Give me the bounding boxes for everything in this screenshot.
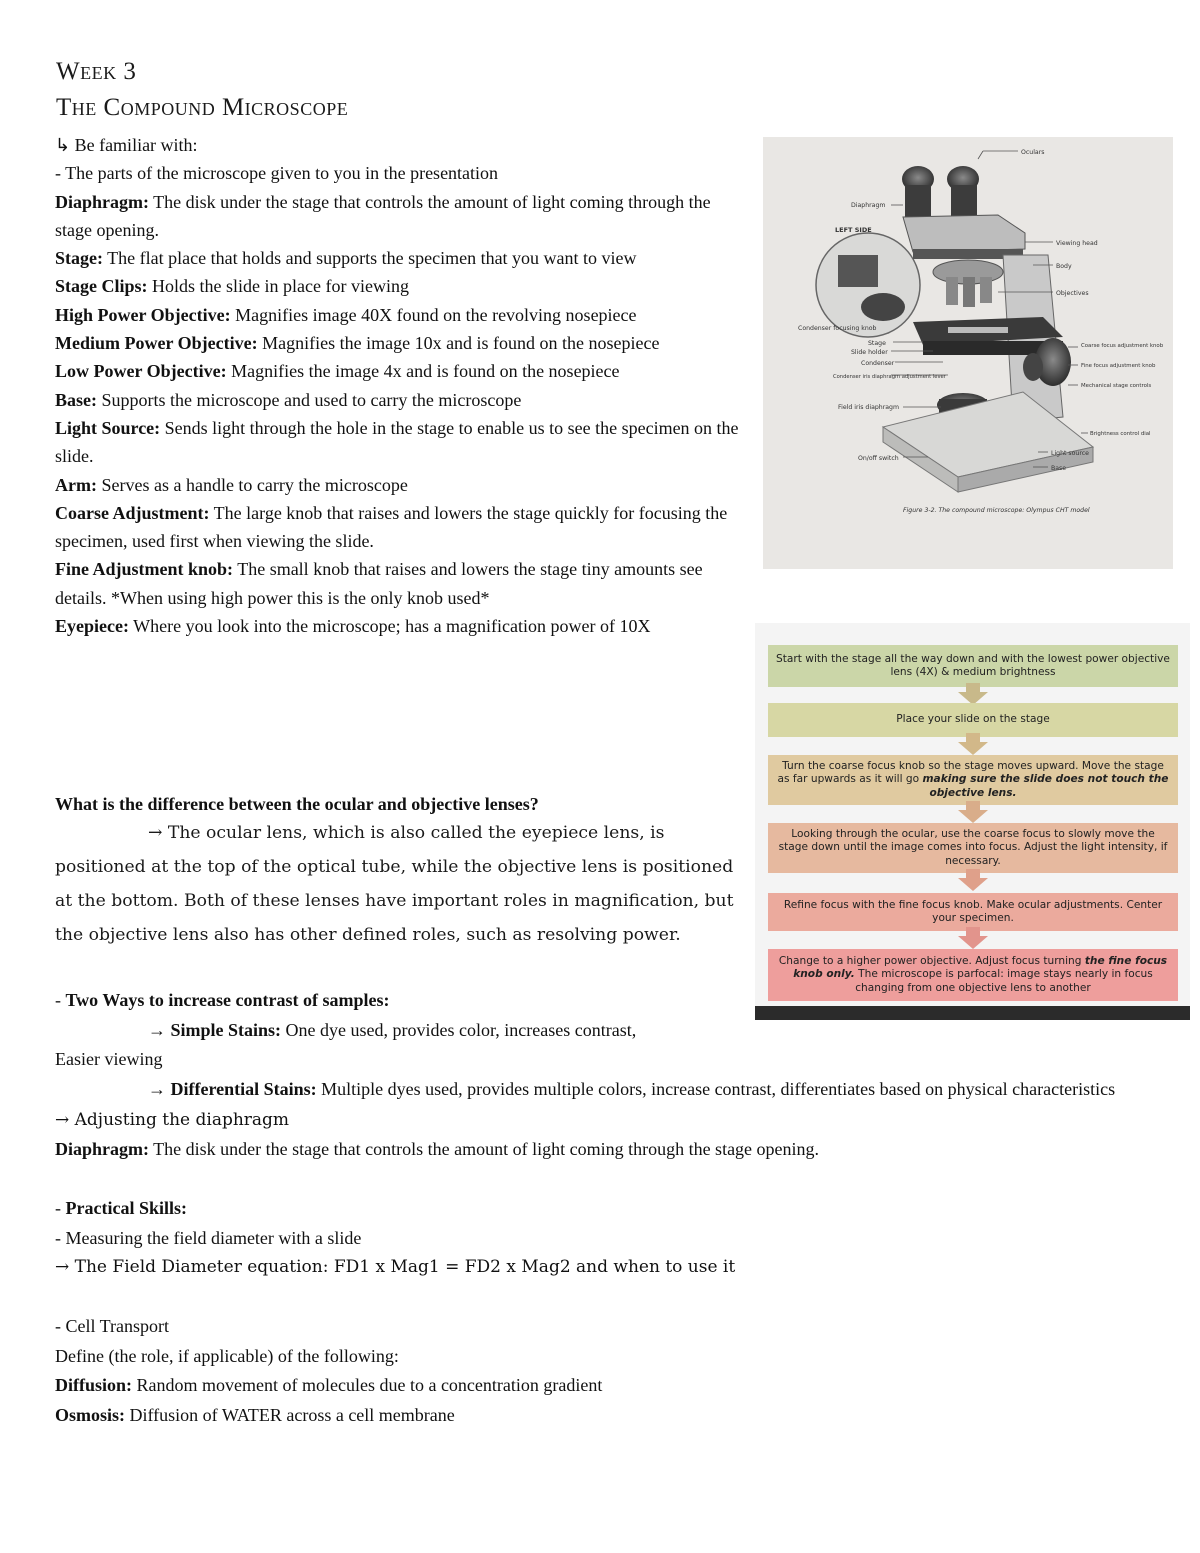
label-diaphragm: Diaphragm [851,202,886,209]
question-heading: What is the difference between the ocular and objective lenses? [55,794,539,814]
measure-line: - Measuring the field diameter with a slide [55,1227,362,1248]
label-oculars: Oculars [1021,149,1045,156]
simple-stains-cont: Easier viewing [55,1049,163,1069]
part-medium-power: Medium Power Objective: Magnifies the image 10x and is found on the nosepiece [55,333,660,354]
flow-step-1: Start with the stage all the way down and with the lowest power objective lens (4X) & medium brightness [768,645,1178,687]
part-base: Base: Supports the microscope and used to carry the microscope [55,389,522,410]
focusing-flowchart [755,623,1190,1020]
label-base: Base [1051,465,1067,472]
label-mechanical-stage: Mechanical stage controls [1081,383,1152,389]
part-light-source: Light Source: Sends light through the hole in the stage to enable us to see the specimen on the slide. [55,417,739,467]
flow-step-4: Looking through the ocular, use the coarse focus to slowly move the stage down until the image comes into focus. Adjust the light intensity, if necessary. [768,823,1178,873]
flow-arrow-1 [958,683,988,705]
label-coarse-knob: Coarse focus adjustment knob [1081,343,1164,349]
differential-stains: → Differential Stains: Multiple dyes used, provides multiple colors, increase contrast, differentiates based on physical characteristics [148,1079,1116,1099]
part-low-power: Low Power Objective: Magnifies the image 4x and is found on the nosepiece [55,361,620,382]
part-fine-adjustment: Fine Adjustment knob: The small knob that raises and lowers the stage tiny amounts see details. *When using high power this is the only knob used* [55,559,703,608]
label-light-source: Light source [1051,450,1089,457]
label-condenser: Condenser [861,360,895,367]
label-left-side: LEFT SIDE [835,226,872,234]
label-slide-holder: Slide holder [851,349,888,356]
part-stage-clips: Stage Clips: Holds the slide in place for viewing [55,276,409,297]
label-stage: Stage [868,340,886,347]
label-brightness: Brightness control dial [1090,431,1151,437]
osmosis-line: Osmosis: Diffusion of WATER across a cell membrane [55,1404,455,1425]
week-heading: Week 3 [56,58,137,85]
flow-step-3: Turn the coarse focus knob so the stage moves upward. Move the stage as far upwards as it will go making sure the slide does not touch the objective lens. [768,755,1178,805]
figure-caption: Figure 3-2. The compound microscope: Olympus CHT model [903,507,1090,514]
microscope-illustration [763,137,1173,569]
page-title: The Compound Microscope [56,94,349,121]
label-objectives: Objectives [1056,290,1089,297]
flow-step-2: Place your slide on the stage [768,703,1178,737]
microscope-figure [763,137,1173,569]
contrast-heading: - Two Ways to increase contrast of samples: [55,990,390,1010]
label-iris-lever: Condenser iris diaphragm adjustment lever [833,374,946,380]
flow-step-6: Change to a higher power objective. Adjust focus turning the fine focus knob only. The microscope is parfocal: image stays nearly in focus changing from one objective lens to another [768,949,1178,1001]
flow-arrow-2 [958,733,988,755]
define-line: Define (the role, if applicable) of the following: [55,1345,399,1366]
question-answer: → The ocular lens, which is also called the eyepiece lens, is positioned at the top of the optical tube, while the objective lens is positioned at the bottom. Both of these lenses have important roles in magnification, but the objective lens also has other defined roles, such as resolving power. [55,823,734,945]
familiar-line: ↳ Be familiar with: [55,135,198,155]
label-condenser-knob: Condenser focusing knob [798,325,877,332]
label-on-off: On/off switch [858,455,899,462]
diaphragm-repeat: Diaphragm: The disk under the stage that controls the amount of light coming through the stage opening. [55,1139,820,1159]
flow-arrow-3 [958,801,988,823]
contrast-section [55,986,725,1075]
label-fine-knob: Fine focus adjustment knob [1081,363,1156,369]
part-arm: Arm: Serves as a handle to carry the microscope [55,474,408,495]
contrast-section-2 [55,1075,1155,1430]
flow-arrow-4 [958,869,988,891]
part-coarse-adjustment: Coarse Adjustment: The large knob that raises and lowers the stage quickly for focusing the specimen, used first when viewing the slide. [55,502,728,552]
equation-line: → The Field Diameter equation: FD1 x Mag1 = FD2 x Mag2 and when to use it [55,1257,736,1277]
simple-stains: → Simple Stains: One dye used, provides color, increases contrast, [148,1019,637,1040]
flow-arrow-5 [958,927,988,949]
practical-heading: - Practical Skills: [55,1198,187,1218]
part-high-power: High Power Objective: Magnifies image 40X found on the revolving nosepiece [55,304,637,325]
adjust-diaphragm: → Adjusting the diaphragm [55,1109,290,1130]
parts-section [55,131,745,640]
label-field-iris: Field iris diaphragm [838,404,899,411]
flow-step-5: Refine focus with the fine focus knob. Make ocular adjustments. Center your specimen. [768,893,1178,931]
label-body: Body [1056,263,1072,270]
label-viewing-head: Viewing head [1056,240,1098,247]
part-diaphragm: Diaphragm: The disk under the stage that controls the amount of light coming through the stage opening. [55,191,711,240]
part-stage: Stage: The flat place that holds and supports the specimen that you want to view [55,248,637,269]
transport-heading: - Cell Transport [55,1316,170,1336]
parts-intro-line: - The parts of the microscope given to you in the presentation [55,163,499,184]
diffusion-line: Diffusion: Random movement of molecules due to a concentration gradient [55,1375,603,1395]
part-eyepiece: Eyepiece: Where you look into the microscope; has a magnification power of 10X [55,616,651,637]
